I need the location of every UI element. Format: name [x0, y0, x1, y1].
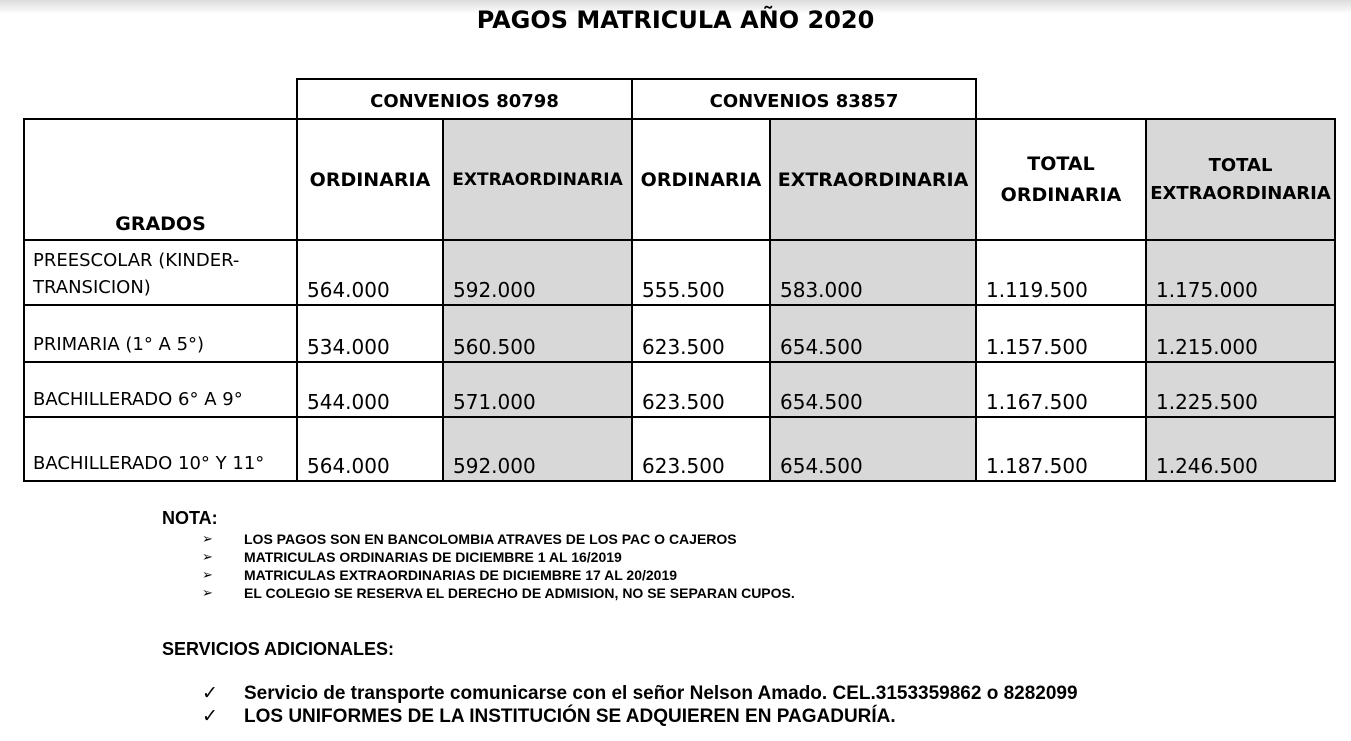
checkmark-icon: ✓: [202, 683, 218, 704]
a-ordinaria-value: 564.000: [297, 240, 443, 305]
total-extraordinaria-line2: EXTRAORDINARIA: [1150, 182, 1331, 204]
servicios-list: [162, 682, 1078, 728]
total-extraordinaria-value: 1.225.500: [1146, 362, 1335, 417]
total-extraordinaria-value: 1.175.000: [1146, 240, 1335, 305]
b-ordinaria-value: 623.500: [632, 362, 770, 417]
corner-cell: [24, 79, 297, 119]
servicios-label: SERVICIOS ADICIONALES:: [162, 639, 395, 659]
table-row: [24, 305, 1335, 362]
a-ordinaria-value: 534.000: [297, 305, 443, 362]
grade-cell: [24, 305, 297, 362]
nota-label: NOTA:: [162, 508, 218, 528]
a-extraordinaria-header: EXTRAORDINARIA: [443, 119, 632, 240]
b-extraordinaria-value: 583.000: [770, 240, 976, 305]
nota-item-text: MATRICULAS EXTRAORDINARIAS DE DICIEMBRE 17 AL 20/2019: [244, 567, 678, 583]
a-extraordinaria-value: 592.000: [443, 417, 632, 481]
servicio-item-text: Servicio de transporte comunicarse con el señor Nelson Amado. CEL.3153359862 o 8282099: [244, 683, 1078, 704]
total-extraordinaria-header: [1146, 119, 1335, 240]
arrow-bullet-icon: ➢: [202, 585, 213, 600]
b-ordinaria-value: 555.500: [632, 240, 770, 305]
grade-cell: [24, 417, 297, 481]
servicio-item-text: LOS UNIFORMES DE LA INSTITUCIÓN SE ADQUIEREN EN PAGADURÍA.: [244, 706, 896, 727]
convenio-83857-header: CONVENIOS 83857: [632, 79, 976, 119]
grados-header: GRADOS: [24, 119, 297, 240]
table-row: [24, 417, 1335, 481]
a-extraordinaria-value: 571.000: [443, 362, 632, 417]
fees-table: [23, 78, 1336, 482]
corner-cell-right-2: [1146, 79, 1335, 119]
nota-item-text: MATRICULAS ORDINARIAS DE DICIEMBRE 1 AL 16/2019: [244, 549, 622, 565]
a-ordinaria-header: ORDINARIA: [297, 119, 443, 240]
total-ordinaria-value: 1.157.500: [976, 305, 1146, 362]
grade-line2: BACHILLERADO 6° A 9°: [33, 389, 243, 410]
total-extraordinaria-value: 1.246.500: [1146, 417, 1335, 481]
nota-list: [162, 530, 795, 602]
grade-line1: PREESCOLAR (KINDER-: [33, 250, 240, 271]
total-ordinaria-line1: TOTAL: [1027, 152, 1095, 175]
arrow-bullet-icon: ➢: [202, 567, 213, 582]
b-ordinaria-value: 623.500: [632, 417, 770, 481]
grade-line2: PRIMARIA (1° A 5°): [33, 334, 205, 355]
arrow-bullet-icon: ➢: [202, 549, 213, 564]
list-item: [202, 705, 1078, 728]
b-ordinaria-value: 623.500: [632, 305, 770, 362]
b-extraordinaria-header: EXTRAORDINARIA: [770, 119, 976, 240]
grade-line2: TRANSICION): [33, 277, 151, 298]
table-row: [24, 362, 1335, 417]
a-extraordinaria-value: 592.000: [443, 240, 632, 305]
corner-cell-right: [976, 79, 1146, 119]
checkmark-icon: ✓: [202, 706, 218, 727]
list-item: [202, 584, 795, 602]
grade-line2: BACHILLERADO 10° Y 11°: [33, 453, 265, 474]
servicios-section: [162, 639, 1078, 728]
list-item: [202, 682, 1078, 705]
grade-cell: [24, 240, 297, 305]
a-extraordinaria-value: 560.500: [443, 305, 632, 362]
page-title: PAGOS MATRICULA AÑO 2020: [476, 6, 875, 34]
b-extraordinaria-value: 654.500: [770, 305, 976, 362]
grade-cell: [24, 362, 297, 417]
total-ordinaria-value: 1.167.500: [976, 362, 1146, 417]
total-ordinaria-value: 1.187.500: [976, 417, 1146, 481]
table-row: [24, 240, 1335, 305]
nota-item-text: LOS PAGOS SON EN BANCOLOMBIA ATRAVES DE LOS PAC O CAJEROS: [244, 531, 737, 547]
list-item: [202, 548, 795, 566]
list-item: [202, 530, 795, 548]
total-extraordinaria-line1: TOTAL: [1208, 154, 1273, 176]
b-extraordinaria-value: 654.500: [770, 362, 976, 417]
arrow-bullet-icon: ➢: [202, 531, 213, 546]
list-item: [202, 566, 795, 584]
nota-section: [162, 508, 795, 602]
total-ordinaria-line2: ORDINARIA: [1000, 183, 1122, 206]
a-ordinaria-value: 544.000: [297, 362, 443, 417]
convenio-80798-header: CONVENIOS 80798: [297, 79, 632, 119]
nota-item-text: EL COLEGIO SE RESERVA EL DERECHO DE ADMISION, NO SE SEPARAN CUPOS.: [244, 585, 795, 601]
total-ordinaria-value: 1.119.500: [976, 240, 1146, 305]
total-extraordinaria-value: 1.215.000: [1146, 305, 1335, 362]
a-ordinaria-value: 564.000: [297, 417, 443, 481]
b-extraordinaria-value: 654.500: [770, 417, 976, 481]
total-ordinaria-header: [976, 119, 1146, 240]
b-ordinaria-header: ORDINARIA: [632, 119, 770, 240]
